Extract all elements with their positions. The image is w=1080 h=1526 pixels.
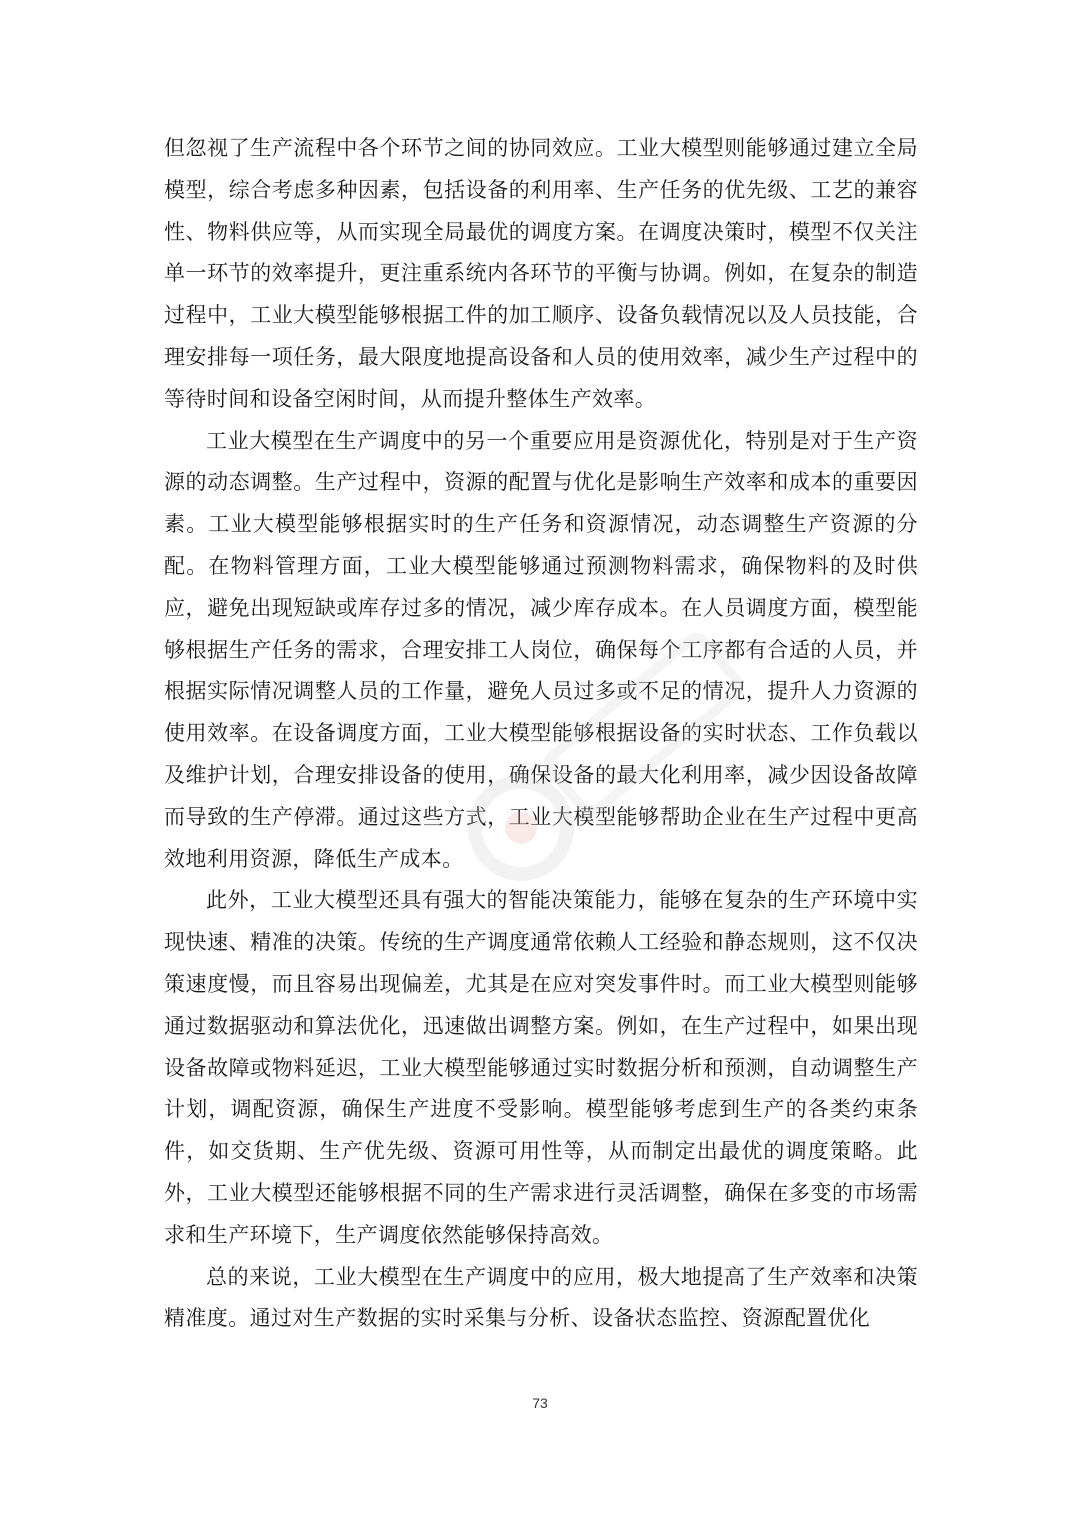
paragraph-2: 工业大模型在生产调度中的另一个重要应用是资源优化，特别是对于生产资源的动态调整。生产过程中，资源的配置与优化是影响生产效率和成本的重要因素。工业大模型能够根据实时的生产任务和资源情况，动态调整生产资源的分配。在物料管理方面，工业大模型能够通过预测物料需求，确保物料的及时供应，避免出现短缺或库存过多的情况，减少库存成本。在人员调度方面，模型能够根据生产任务的需求，合理安排工人岗位，确保每个工序都有合适的人员，并根据实际情况调整人员的工作量，避免人员过多或不足的情况，提升人力资源的使用效率。在设备调度方面，工业大模型能够根据设备的实时状态、工作负载以及维护计划，合理安排设备的使用，确保设备的最大化利用率，减少因设备故障而导致的生产停滞。通过这些方式，工业大模型能够帮助企业在生产过程中更高效地利用资源，降低生产成本。	[164, 428, 918, 871]
body-text	[164, 128, 918, 1340]
page-number: 73	[532, 1395, 548, 1411]
paragraph-1: 但忽视了生产流程中各个环节之间的协同效应。工业大模型则能够通过建立全局模型，综合考虑多种因素，包括设备的利用率、生产任务的优先级、工艺的兼容性、物料供应等，从而实现全局最优的调度方案。在调度决策时，模型不仅关注单一环节的效率提升，更注重系统内各环节的平衡与协调。例如，在复杂的制造过程中，工业大模型能够根据工件的加工顺序、设备负载情况以及人员技能，合理安排每一项任务，最大限度地提高设备和人员的使用效率，减少生产过程中的等待时间和设备空闲时间，从而提升整体生产效率。	[164, 136, 918, 411]
paragraph-4: 总的来说，工业大模型在生产调度中的应用，极大地提高了生产效率和决策精准度。通过对生产数据的实时采集与分析、设备状态监控、资源配置优化	[164, 1264, 918, 1331]
paragraph-3: 此外，工业大模型还具有强大的智能决策能力，能够在复杂的生产环境中实现快速、精准的决策。传统的生产调度通常依赖人工经验和静态规则，这不仅决策速度慢，而且容易出现偏差，尤其是在应对突发事件时。而工业大模型则能够通过数据驱动和算法优化，迅速做出调整方案。例如，在生产过程中，如果出现设备故障或物料延迟，工业大模型能够通过实时数据分析和预测，自动调整生产计划，调配资源，确保生产进度不受影响。模型能够考虑到生产的各类约束条件，如交货期、生产优先级、资源可用性等，从而制定出最优的调度策略。此外，工业大模型还能够根据不同的生产需求进行灵活调整，确保在多变的市场需求和生产环境下，生产调度依然能够保持高效。	[164, 888, 918, 1247]
